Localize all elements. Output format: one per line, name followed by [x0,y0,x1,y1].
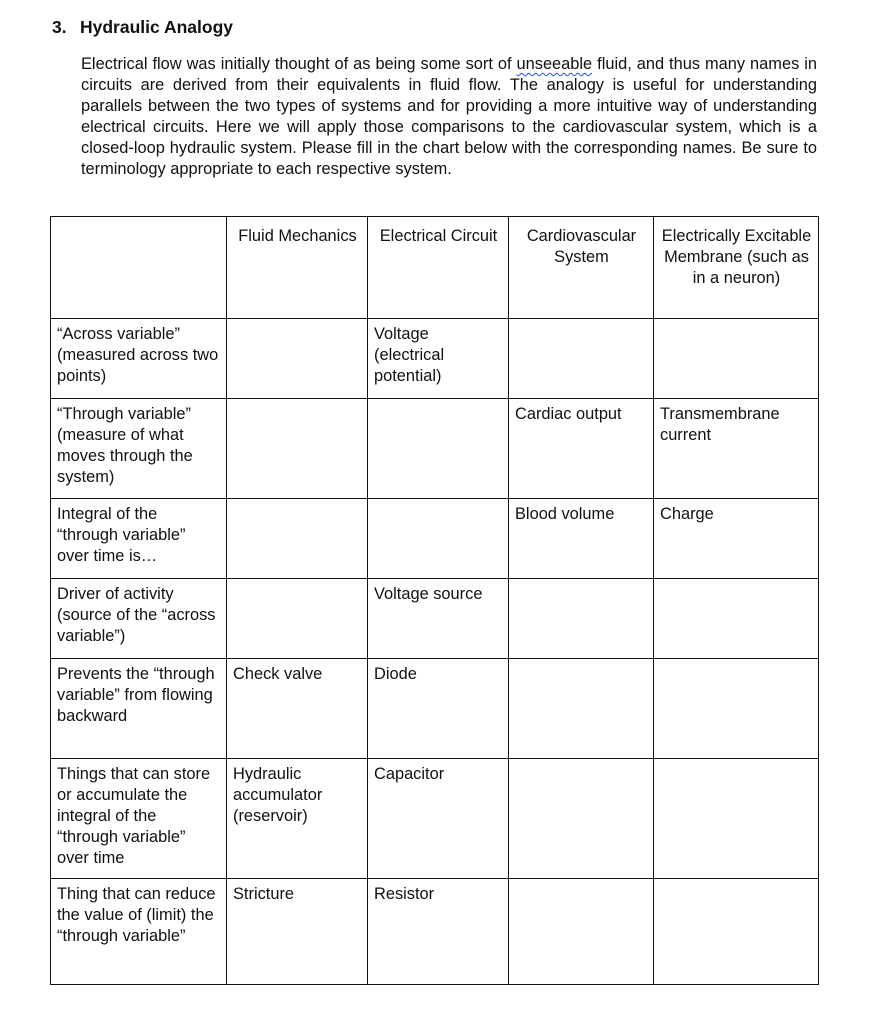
electrical-cell[interactable] [368,399,509,499]
electrical-cell[interactable]: Diode [368,659,509,759]
fluid-cell[interactable]: Hydraulic accumulator (reservoir) [227,759,368,879]
membrane-cell[interactable]: Charge [654,499,819,579]
header-fluid-mechanics: Fluid Mechanics [227,217,368,319]
cardio-cell[interactable] [509,659,654,759]
membrane-cell[interactable] [654,759,819,879]
header-cardiovascular-system: Cardiovascular System [509,217,654,319]
intro-text-start: Electrical flow was initially thought of as being some sort of [81,55,517,73]
table-row [51,879,819,985]
fluid-cell[interactable] [227,319,368,399]
electrical-cell[interactable]: Capacitor [368,759,509,879]
cardio-cell[interactable]: Cardiac output [509,399,654,499]
table-header-row [51,217,819,319]
membrane-cell[interactable] [654,319,819,399]
intro-text-rest: fluid, and thus many names in circuits are derived from their equivalents in fluid flow. The analogy is useful for understanding parallels between the two types of systems and for providing a more intuitive way of understanding electrical circuits. Here we will apply those comparisons to the cardiovascular system, which is a closed-loop hydraulic system. Please fill in the chart below with the corresponding names. Be sure to terminology appropriate to each respective system. [81,55,817,178]
table-row [51,319,819,399]
membrane-cell[interactable] [654,579,819,659]
table-row [51,659,819,759]
electrical-cell[interactable] [368,499,509,579]
spellcheck-flagged-word[interactable]: unseeable [516,55,593,73]
cardio-cell[interactable] [509,759,654,879]
fluid-cell[interactable] [227,399,368,499]
table-row [51,499,819,579]
row-label: Thing that can reduce the value of (limit) the “through variable” [51,879,227,985]
electrical-cell[interactable]: Voltage (electrical potential) [368,319,509,399]
electrical-cell[interactable]: Resistor [368,879,509,985]
fluid-cell[interactable] [227,499,368,579]
row-label: Prevents the “through variable” from flowing backward [51,659,227,759]
row-label: “Across variable” (measured across two points) [51,319,227,399]
section-title: Hydraulic Analogy [80,17,233,37]
membrane-cell[interactable] [654,659,819,759]
header-electrical-circuit: Electrical Circuit [368,217,509,319]
membrane-cell[interactable]: Transmembrane current [654,399,819,499]
table-row [51,579,819,659]
intro-paragraph [81,54,817,180]
table-row [51,759,819,879]
cardio-cell[interactable] [509,579,654,659]
cardio-cell[interactable] [509,319,654,399]
table-row [51,399,819,499]
row-label: Driver of activity (source of the “across variable”) [51,579,227,659]
fluid-cell[interactable]: Stricture [227,879,368,985]
row-label: Integral of the “through variable” over time is… [51,499,227,579]
analogy-table [50,216,819,985]
row-label: “Through variable” (measure of what moves through the system) [51,399,227,499]
section-number: 3. [52,17,67,37]
header-cell-blank [51,217,227,319]
header-excitable-membrane: Electrically Excitable Membrane (such as in a neuron) [654,217,819,319]
row-label: Things that can store or accumulate the integral of the “through variable” over time [51,759,227,879]
electrical-cell[interactable]: Voltage source [368,579,509,659]
membrane-cell[interactable] [654,879,819,985]
fluid-cell[interactable] [227,579,368,659]
section-heading [52,17,233,38]
cardio-cell[interactable]: Blood volume [509,499,654,579]
fluid-cell[interactable]: Check valve [227,659,368,759]
cardio-cell[interactable] [509,879,654,985]
